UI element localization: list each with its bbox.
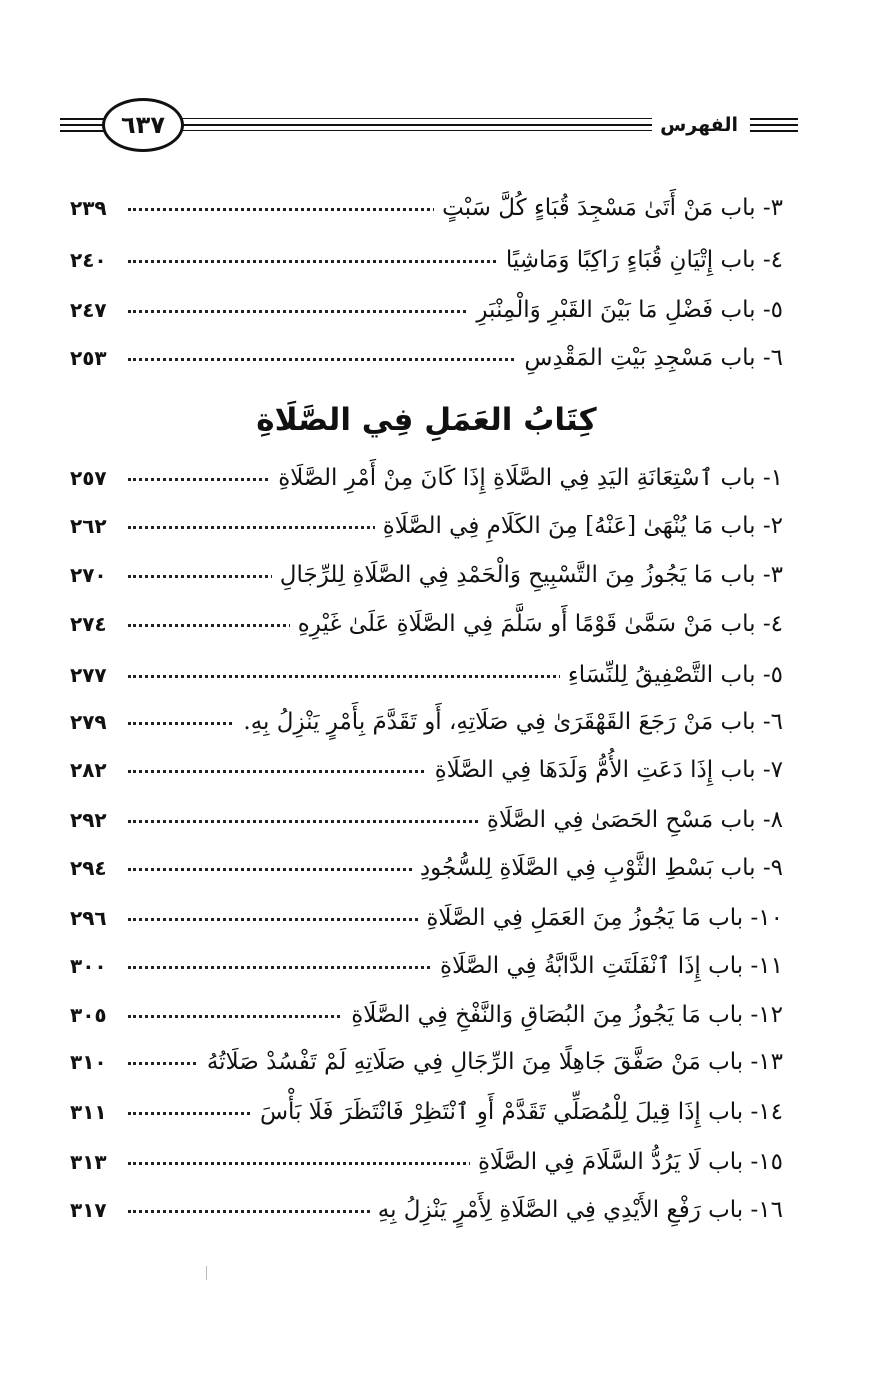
entry-page: ٢٣٩ <box>70 196 107 220</box>
entry-title: ١٢- باب مَا يَجُوزُ مِنَ البُصَاقِ وَالنَّفْخِ فِي الصَّلَاةِ <box>343 995 783 1035</box>
toc-entry[interactable] <box>70 506 783 546</box>
entry-title: ٧- باب إِذَا دَعَتِ الأُمُّ وَلَدَهَا فِي الصَّلَاةِ <box>427 750 783 790</box>
entry-title: ١- باب ٱسْتِعَانَةِ اليَدِ فِي الصَّلَاةِ إِذَا كَانَ مِنْ أَمْرِ الصَّلَاةِ <box>270 458 783 498</box>
toc-entry[interactable] <box>70 604 783 644</box>
toc-entry[interactable] <box>70 946 783 986</box>
entry-page: ٢٥٧ <box>70 466 107 490</box>
entry-title: ٩- باب بَسْطِ الثَّوْبِ فِي الصَّلَاةِ لِلسُّجُودِ <box>412 848 783 888</box>
entry-page: ٢٧٠ <box>70 563 107 587</box>
toc-entry[interactable] <box>70 458 783 498</box>
toc-entry[interactable] <box>70 1092 783 1132</box>
page-number-badge <box>102 98 184 152</box>
entry-page: ٣١٠ <box>70 1050 107 1074</box>
toc-entry[interactable] <box>70 800 783 840</box>
page-header <box>60 96 798 156</box>
entry-page: ٣٠٥ <box>70 1003 107 1027</box>
entry-page: ٢٥٣ <box>70 346 107 370</box>
toc-entry[interactable] <box>70 1042 783 1082</box>
entry-page: ٢٧٧ <box>70 663 107 687</box>
toc-entry[interactable] <box>70 655 783 695</box>
entry-title: ٤- باب إِتْيَانِ قُبَاءٍ رَاكِبًا وَمَاشِيًا <box>498 240 783 280</box>
entry-title: ٥- باب التَّصْفِيقُ لِلنِّسَاءِ <box>560 655 783 695</box>
toc-entry[interactable] <box>70 1142 783 1182</box>
entry-page: ٢٩٦ <box>70 906 107 930</box>
entry-title: ٣- باب مَنْ أَتَىٰ مَسْجِدَ قُبَاءٍ كُلَّ سَبْتٍ <box>434 188 783 228</box>
entry-page: ٣١٣ <box>70 1150 107 1174</box>
entry-page: ٢٤٧ <box>70 298 107 322</box>
entry-title: ١٤- باب إِذَا قِيلَ لِلْمُصَلِّي تَقَدَّمْ أَوِ ٱنْتَظِرْ فَانْتَظَرَ فَلَا بَأْسَ <box>252 1092 783 1132</box>
entry-title: ٦- باب مَسْجِدِ بَيْتِ المَقْدِسِ <box>516 338 783 378</box>
entry-page: ٢٤٠ <box>70 248 107 272</box>
entry-page: ٣١٧ <box>70 1198 107 1222</box>
toc-entry[interactable] <box>70 848 783 888</box>
running-title: الفهرس <box>652 110 746 140</box>
entry-title: ٨- باب مَسْحِ الحَصَىٰ فِي الصَّلَاةِ <box>479 800 783 840</box>
entry-page: ٢٩٢ <box>70 808 107 832</box>
entry-title: ٣- باب مَا يَجُوزُ مِنَ التَّسْبِيحِ وَالْحَمْدِ فِي الصَّلَاةِ لِلرِّجَالِ <box>272 555 783 595</box>
toc-entry[interactable] <box>70 338 783 378</box>
entry-title: ٤- باب مَنْ سَمَّىٰ قَوْمًا أَو سَلَّمَ فِي الصَّلَاةِ عَلَىٰ غَيْرِهِ <box>290 604 783 644</box>
toc-entry[interactable] <box>70 555 783 595</box>
toc-entry[interactable] <box>70 290 783 330</box>
toc-entry[interactable] <box>70 995 783 1035</box>
entry-page: ٢٦٢ <box>70 514 107 538</box>
toc-entry[interactable] <box>70 188 783 228</box>
entry-title: ٥- باب فَضْلِ مَا بَيْنَ القَبْرِ وَالْمِنْبَرِ <box>468 290 783 330</box>
section-heading: كِتَابُ العَمَلِ فِي الصَّلَاةِ <box>256 402 597 438</box>
entry-title: ٦- باب مَنْ رَجَعَ القَهْقَرَىٰ فِي صَلَاتِهِ، أَو تَقَدَّمَ بِأَمْرٍ يَنْزِلُ بِهِ. <box>235 702 783 742</box>
entry-page: ٢٧٩ <box>70 710 107 734</box>
scan-mark <box>206 1266 207 1280</box>
entry-title: ١٣- باب مَنْ صَفَّقَ جَاهِلًا مِنَ الرِّجَالِ فِي صَلَاتِهِ لَمْ تَفْسُدْ صَلَاتُهُ <box>199 1042 783 1082</box>
entry-title: ١٥- باب لَا يَرُدُّ السَّلَامَ فِي الصَّلَاةِ <box>470 1142 783 1182</box>
toc-entry[interactable] <box>70 1190 783 1230</box>
toc-entry[interactable] <box>70 898 783 938</box>
entry-page: ٢٩٤ <box>70 856 107 880</box>
entry-title: ٢- باب مَا يُنْهَىٰ [عَنْهُ] مِنَ الكَلَامِ فِي الصَّلَاةِ <box>375 506 783 546</box>
entry-page: ٢٨٢ <box>70 758 107 782</box>
toc-entry[interactable] <box>70 702 783 742</box>
entry-page: ٢٧٤ <box>70 612 107 636</box>
entry-title: ١٦- باب رَفْعِ الأَيْدِي فِي الصَّلَاةِ لِأَمْرٍ يَنْزِلُ بِهِ <box>370 1190 783 1230</box>
entry-page: ٣٠٠ <box>70 954 107 978</box>
entry-title: ١٠- باب مَا يَجُوزُ مِنَ العَمَلِ فِي الصَّلَاةِ <box>418 898 783 938</box>
toc-entry[interactable] <box>70 750 783 790</box>
entry-title: ١١- باب إِذَا ٱنْفَلَتَتِ الدَّابَّةُ فِي الصَّلَاةِ <box>432 946 783 986</box>
page-number: ٦٣٧ <box>121 111 165 139</box>
toc-entry[interactable] <box>70 240 783 280</box>
entry-page: ٣١١ <box>70 1100 107 1124</box>
